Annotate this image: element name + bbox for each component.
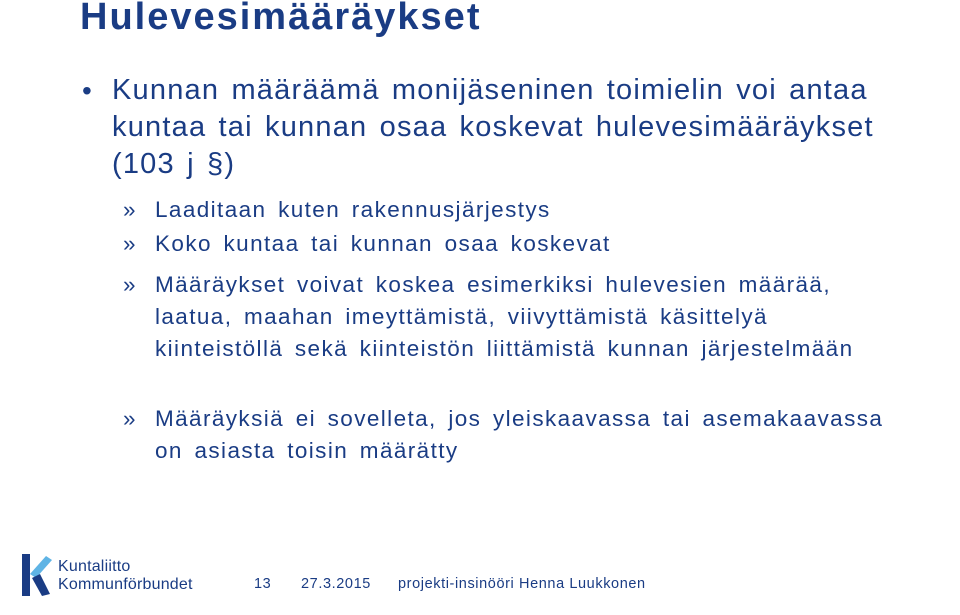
sub-item-marker: »	[123, 231, 137, 256]
sub-item-text: Määräyksiä ei sovelleta, jos yleiskaavassa tai asemakaavassa on asiasta toisin määrätty	[155, 406, 884, 463]
sub-item-marker: »	[123, 197, 137, 222]
sub-item-ei-sovelleta	[123, 403, 903, 467]
logo-line1: Kuntaliitto	[58, 558, 131, 575]
bullet-marker: •	[82, 75, 92, 106]
sub-item-koko-kuntaa	[123, 228, 903, 260]
sub-item-maaraykset	[123, 269, 903, 365]
kuntaliitto-logo	[20, 550, 200, 600]
page-number: 13	[254, 576, 272, 592]
footer	[0, 548, 960, 615]
sub-item-text: Laaditaan kuten rakennusjärjestys	[155, 197, 551, 222]
main-bullet-text: Kunnan määräämä monijäseninen toimielin voi antaa kuntaa tai kunnan osaa koskevat hulevesimääräykset (103 j §)	[112, 74, 874, 180]
sub-item-text: Määräykset voivat koskea esimerkiksi hulevesien määrää, laatua, maahan imeyttämistä, viivyttämistä käsittelyä kiinteistöllä sekä kiinteistön liittämistä kunnan järjestelmään	[155, 272, 854, 361]
footer-date: 27.3.2015	[301, 576, 371, 592]
footer-author: projekti-insinööri Henna Luukkonen	[398, 576, 646, 592]
slide-title: Hulevesimääräykset	[80, 0, 482, 38]
sub-item-text: Koko kuntaa tai kunnan osaa koskevat	[155, 231, 611, 256]
sub-item-rakennusjarjestys	[123, 194, 903, 226]
sub-item-marker: »	[123, 272, 137, 297]
logo-line2: Kommunförbundet	[58, 576, 193, 593]
kuntaliitto-k-logo-icon	[20, 552, 54, 598]
sub-item-marker: »	[123, 406, 137, 431]
